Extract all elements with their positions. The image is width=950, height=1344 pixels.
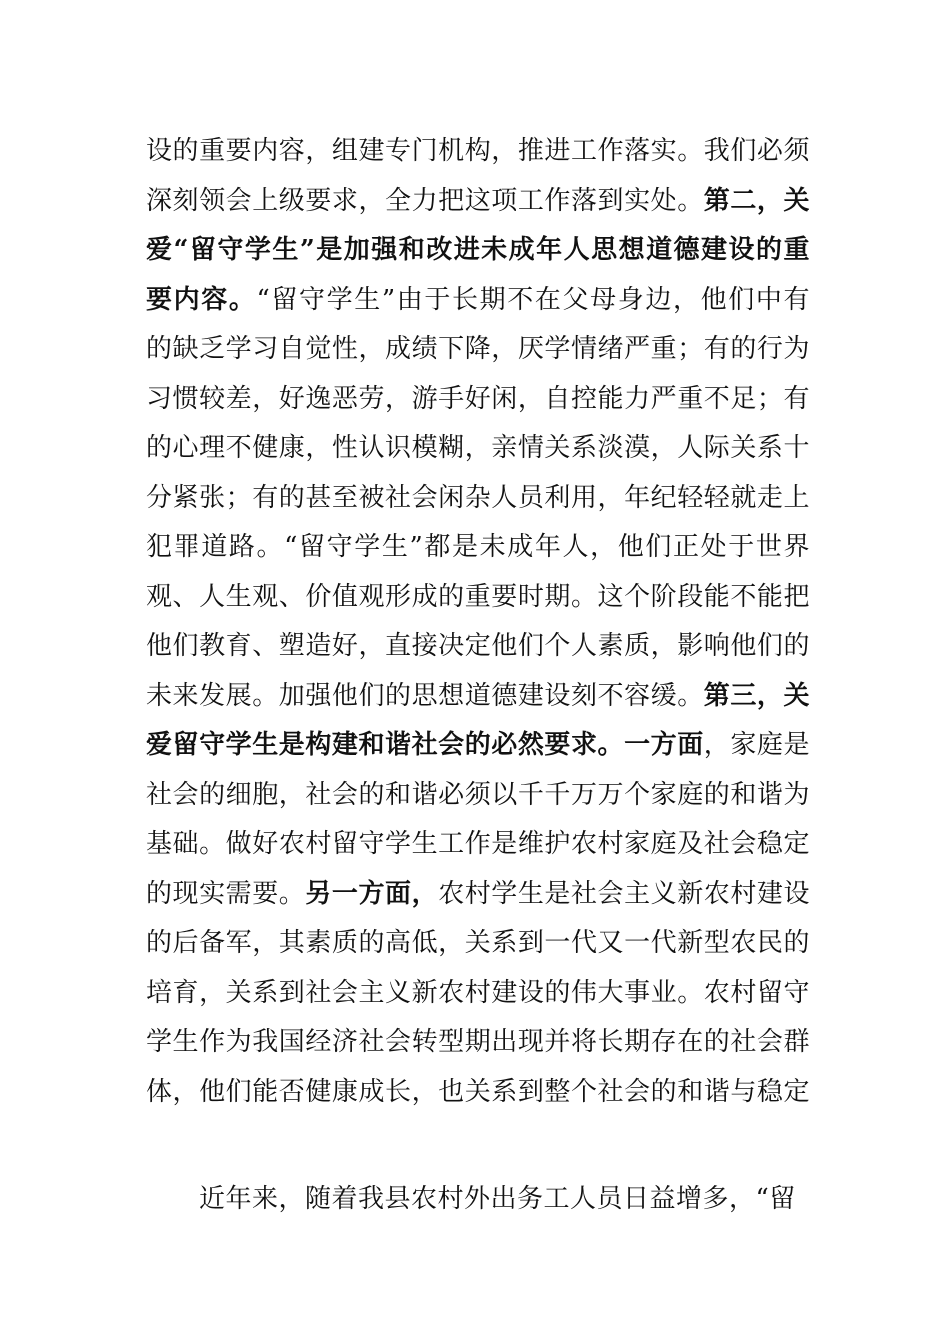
text-line bbox=[146, 424, 810, 474]
text-segment: 的现实需要。 bbox=[146, 878, 306, 909]
text-segment: 分紧张；有的甚至被社会闲杂人员利用，年纪轻轻就走上 bbox=[146, 482, 810, 513]
text-line bbox=[146, 325, 810, 375]
text-segment: 观、人生观、价值观形成的重要时期。这个阶段能不能把 bbox=[146, 581, 810, 612]
text-segment: 体，他们能否健康成长，也关系到整个社会的和谐与稳定 bbox=[146, 1076, 810, 1107]
bold-text-segment: 爱留守学生是构建和谐社会的必然要求。 bbox=[146, 730, 625, 760]
text-line bbox=[146, 721, 810, 771]
text-segment: 设的重要内容，组建专门机构，推进工作落实。我们必须 bbox=[146, 136, 810, 166]
text-segment: 犯罪道路。“留守学生”都是未成年人，他们正处于世界 bbox=[146, 532, 810, 562]
text-segment: ，家庭是 bbox=[703, 730, 810, 760]
bold-text-segment: 一方面 bbox=[624, 730, 704, 760]
text-line bbox=[146, 1068, 810, 1118]
bold-text-segment: 第二，关 bbox=[703, 185, 810, 216]
bold-text-segment: 要内容。 bbox=[146, 284, 257, 315]
text-line bbox=[146, 870, 810, 920]
text-line bbox=[146, 1018, 810, 1068]
text-line bbox=[146, 919, 810, 969]
text-line bbox=[146, 474, 810, 524]
text-line bbox=[146, 226, 810, 276]
text-segment: 学生作为我国经济社会转型期出现并将长期存在的社会群 bbox=[146, 1027, 810, 1057]
text-line bbox=[146, 672, 810, 722]
text-segment: 习惯较差，好逸恶劳，游手好闲，自控能力严重不足；有 bbox=[146, 383, 810, 414]
text-segment: 培育，关系到社会主义新农村建设的伟大事业。农村留守 bbox=[146, 977, 810, 1008]
text-segment: 的后备军，其素质的高低，关系到一代又一代新型农民的 bbox=[146, 928, 810, 958]
text-segment: 社会的细胞，社会的和谐必须以千千万万个家庭的和谐为 bbox=[146, 779, 810, 810]
text-line bbox=[146, 523, 810, 573]
text-segment: 深刻领会上级要求，全力把这项工作落到实处。 bbox=[146, 185, 704, 216]
text-line bbox=[146, 771, 810, 821]
text-line bbox=[146, 820, 810, 870]
bold-text-segment: 另一方面， bbox=[305, 878, 439, 909]
text-line bbox=[146, 375, 810, 425]
text-segment: 基础。做好农村留守学生工作是维护农村家庭及社会稳定 bbox=[146, 829, 810, 859]
bold-text-segment: 爱“留守学生”是加强和改进未成年人思想道德建设的重 bbox=[146, 235, 810, 265]
text-line bbox=[146, 276, 810, 326]
text-segment: 的心理不健康，性认识模糊，亲情关系淡漠，人际关系十 bbox=[146, 433, 810, 463]
text-segment: 近年来，随着我县农村外出务工人员日益增多，“留 bbox=[146, 1184, 796, 1214]
text-line bbox=[146, 127, 810, 177]
text-line bbox=[146, 573, 810, 623]
text-line bbox=[146, 969, 810, 1019]
text-segment: 他们教育、塑造好，直接决定他们个人素质，影响他们的 bbox=[146, 631, 810, 661]
text-segment: 未来发展。加强他们的思想道德建设刻不容缓。 bbox=[146, 680, 704, 711]
text-segment: “留守学生”由于长期不在父母身边，他们中有 bbox=[256, 284, 810, 315]
body-paragraph bbox=[146, 127, 810, 1117]
text-segment: 农村学生是社会主义新农村建设 bbox=[438, 878, 810, 909]
bold-text-segment: 第三，关 bbox=[703, 680, 810, 711]
text-line bbox=[146, 622, 810, 672]
body-paragraph-next bbox=[146, 1175, 810, 1225]
text-line bbox=[146, 1175, 810, 1225]
text-line bbox=[146, 177, 810, 227]
text-segment: 的缺乏学习自觉性，成绩下降，厌学情绪严重；有的行为 bbox=[146, 334, 810, 364]
